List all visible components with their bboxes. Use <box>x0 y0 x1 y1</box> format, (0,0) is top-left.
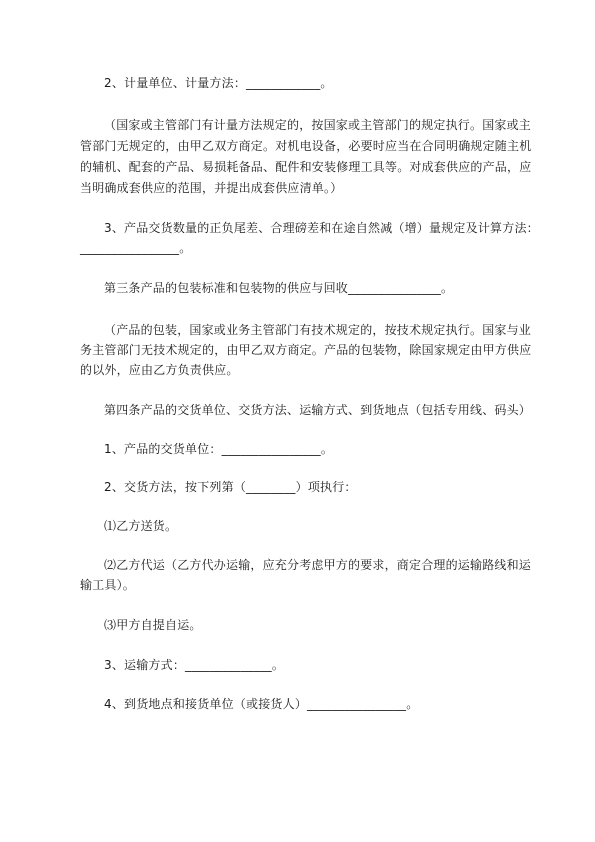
clause-delivery-unit: 1、产品的交货单位：________________。 <box>104 442 334 456</box>
paragraph-line: （国家或主管部门有计量方法规定的，按国家或主管部门的规定执行。国家或主 <box>104 118 532 132</box>
clause-transport-mode: 3、运输方式：______________。 <box>104 658 285 672</box>
clause-quantity-tolerance: 3、产品交货数量的正负尾差、合理磅差和在途自然减（增）量规定及计算方法： <box>104 221 539 235</box>
clause-measure-unit: 2、计量单位、计量方法：____________。 <box>104 76 333 90</box>
paragraph-line: 务主管部门无技术规定的，由甲乙双方商定。产品的包装物，除国家规定由甲方供应 <box>80 343 532 357</box>
clause-delivery-method: 2、交货方法，按下列第（________）项执行： <box>104 480 357 494</box>
option-buyer-picks-up: ⑶甲方自提自运。 <box>104 618 202 632</box>
paragraph-line: （产品的包装，国家或业务主管部门有技术规定的，按技术规定执行。国家与业 <box>104 323 532 337</box>
paragraph-line: 的辅机、配套的产品、易损耗备品、配件和安装修理工具等。对成套供应的产品，应 <box>80 160 532 174</box>
paragraph-line: 输工具）。 <box>80 578 136 592</box>
blank-fill-line: ________________。 <box>80 241 192 255</box>
article-three-heading: 第三条产品的包装标准和包装物的供应与回收_______________。 <box>104 281 454 295</box>
paragraph-line: 的以外，应由乙方负责供应。 <box>80 363 239 377</box>
option-seller-delivers: ⑴乙方送货。 <box>104 519 178 533</box>
paragraph-line: 当明确成套供应的范围，并提出成套供应清单。） <box>80 181 343 195</box>
article-four-heading: 第四条产品的交货单位、交货方法、运输方式、到货地点（包括专用线、码头） <box>104 403 532 417</box>
clause-destination: 4、到货地点和接货单位（或接货人）________________。 <box>104 697 419 711</box>
paragraph-line: 管部门无规定的，由甲乙双方商定。对机电设备，必要时应当在合同明确规定随主机 <box>80 139 532 153</box>
option-seller-ships: ⑵乙方代运（乙方代办运输，应充分考虑甲方的要求，商定合理的运输路线和运 <box>104 558 532 572</box>
